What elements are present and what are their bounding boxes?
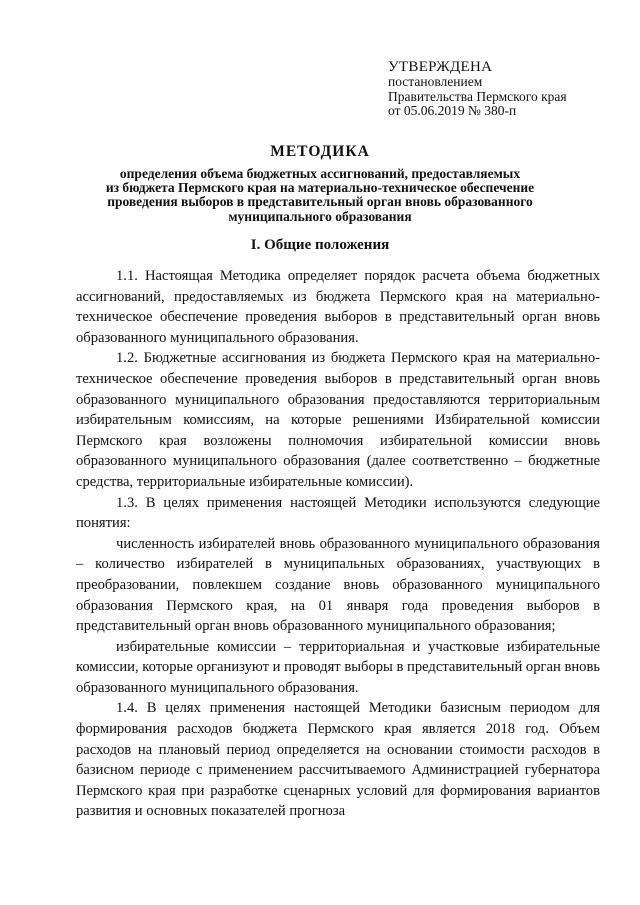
approval-line-1: постановлением xyxy=(388,74,483,89)
title-main: МЕТОДИКА xyxy=(270,143,370,160)
approval-stamp xyxy=(388,60,628,119)
approval-head: УТВЕРЖДЕНА xyxy=(388,59,493,75)
document-body xyxy=(76,266,600,822)
definition-voters: численность избирателей вновь образованного муниципального образования – количество избирателей в муниципальных образованиях, участвующих в преобразовании, повлекшем создание вновь образованного муниципального образования Пермского края, на 01 января года проведения выборов в представительный орган вновь образованного муниципального образования; xyxy=(76,535,600,635)
approval-line-2: Правительства Пермского края xyxy=(388,88,567,104)
paragraph-1-1: 1.1. Настоящая Методика определяет порядок расчета объема бюджетных ассигнований, предоставляемых из бюджета Пермского края на материально-техническое обеспечение проведения выборов в представительный орган вновь образованного муниципального образования. xyxy=(76,268,600,346)
paragraph-1-4: 1.4. В целях применения настоящей Методики базисным периодом для формирования расходов бюджета Пермского края является 2018 год. Объем расходов на плановый период определяется на основании стоимости расходов в базисном периоде с применением рассчитываемого Администрацией губернатора Пермского края при разработке сценарных условий для формирования вариантов развития и основных показателей прогноза xyxy=(76,700,600,820)
document-title xyxy=(60,143,580,224)
section-heading: I. Общие положения xyxy=(250,237,390,253)
title-line-1: определения объема бюджетных ассигнований, предоставляемых xyxy=(119,166,521,181)
approval-line-3: от 05.06.2019 № 380-п xyxy=(388,103,517,118)
paragraph-1-3: 1.3. В целях применения настоящей Методики используются следующие понятия: xyxy=(76,494,600,532)
title-subtitle xyxy=(60,167,580,224)
paragraph-1-2: 1.2. Бюджетные ассигнования из бюджета Пермского края на материально-техническое обеспечение проведения выборов в представительный орган вновь образованного муниципального образования предоставляются территориальным избирательным комиссиям, на которые решениями Избирательной комиссии Пермского края возложены полномочия избирательной комиссии вновь образованного муниципального образования (далее соответственно – бюджетные средства, территориальные избирательные комиссии). xyxy=(76,350,600,490)
title-line-3: проведения выборов в представительный орган вновь образованного xyxy=(107,194,533,210)
definition-commissions: избирательные комиссии – территориальная и участковые избирательные комиссии, которые организуют и проводят выборы в представительный орган вновь образованного муниципального образования. xyxy=(76,638,600,696)
title-line-2: из бюджета Пермского края на материально-техническое обеспечение xyxy=(105,180,535,196)
title-line-4: муниципального образования xyxy=(228,208,412,224)
